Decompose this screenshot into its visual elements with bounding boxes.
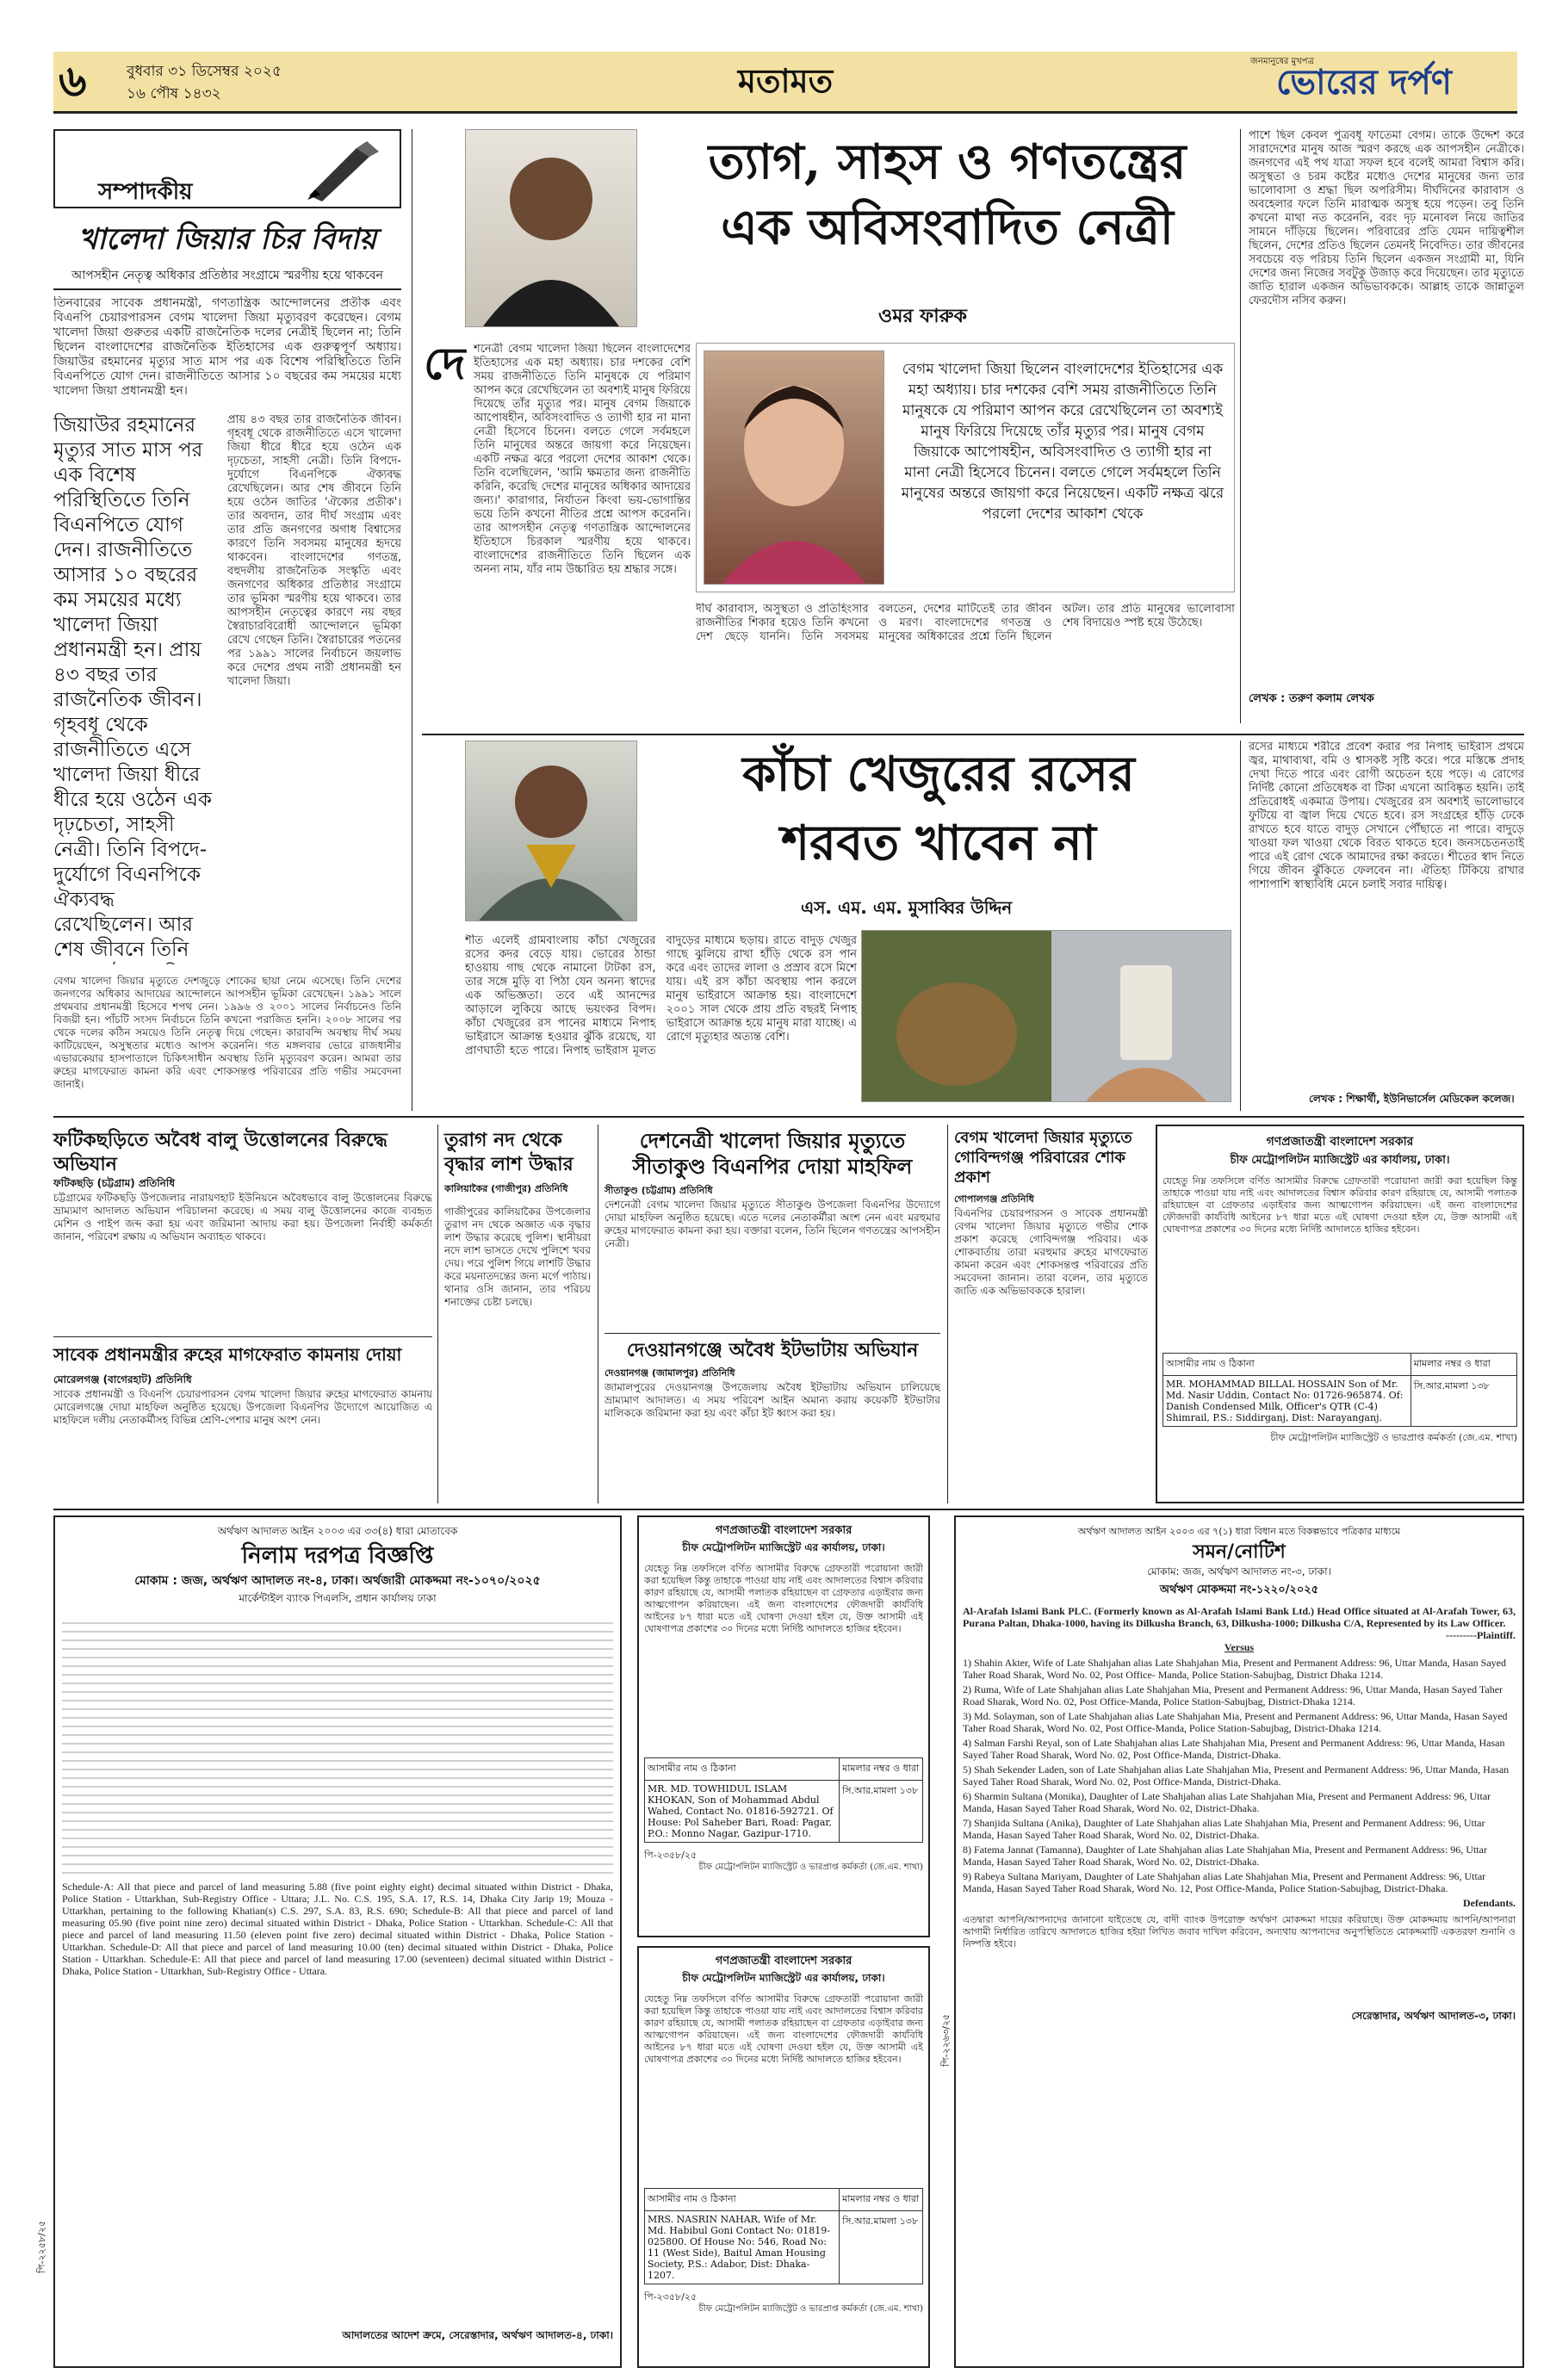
auction-title: নিলাম দরপত্র বিজ্ঞপ্তি bbox=[241, 1543, 434, 1569]
summons-notice bbox=[954, 1515, 1524, 2368]
divider bbox=[1240, 129, 1241, 723]
author-photo-musabbir bbox=[465, 741, 637, 921]
auction-pretitle: অর্থঋণ আদালত আইন ২০০৩ এর ৩৩(৪) ধারা মোতাবেক bbox=[217, 1525, 458, 1537]
editorial-pullquote: জিয়াউর রহমানের মৃত্যুর সাত মাস পর এক বিশেষ পরিস্থিতিতে তিনি বিএনপিতে যোগ দেন। রাজনীতিতে আসার ১০ বছরের কম সময়ের মধ্যে খালেদা জিয়া প্রধানমন্ত্রী হন। প্রায় ৪৩ বছর তার রাজনৈতিক জীবন। গৃহবধূ থেকে রাজনীতিতে এসে খালেদা জিয়া ধীরে ধীরে হয়ে ওঠেন এক দৃঢ়চেতা, সাহসী নেত্রী। তিনি বিপদে-দুর্যোগে বিএনপিকে ঐক্যবদ্ধ রেখেছিলেন। আর শেষ জীবনে তিনি bbox=[53, 414, 212, 961]
auction-bank: মার্কেন্টাইল ব্যাংক পিএলসি, প্রধান কার্যালয় ঢাকা bbox=[239, 1592, 437, 1604]
news3-byline: কালিয়াকৈর (গাজীপুর) প্রতিনিধি bbox=[444, 1183, 568, 1194]
list-item: 7) Shanjida Sultana (Anika), Daughter of Late Shahjahan alias Late Shahjahan Mia, Present and Permanent Address: 96, Uttar Manda, Hasan Sayed Taher Road Sharak, Word No. 02, District-Dhaka. bbox=[963, 1817, 1485, 1841]
table-header: আসামীর নাম ও ঠিকানা bbox=[645, 2189, 840, 2211]
list-item: 5) Shah Sekender Laden, son of Late Shahjahan alias Late Shahjahan Mia, Present and Permanent Address: 96, Uttar Manda, Hasan Sayed Taher Road Sharak, Word No. 02, Post Office-Manda, District-Dhaka. bbox=[963, 1763, 1510, 1788]
news2-title: সাবেক প্রধানমন্ত্রীর রুহের মাগফেরাত কামনায় দোয়া bbox=[53, 1344, 402, 1365]
news1-body: চট্টগ্রামের ফটিকছড়ি উপজেলার নারায়ণহাট ইউনিয়নে অবৈধভাবে বালু উত্তোলনের বিরুদ্ধে ভ্রাম্যমাণ আদালত অভিযান পরিচালনা করেছে। এ সময় বালু উত্তোলনের কাজে ব্যবহৃত মেশিন ও পাইপ জব্দ করা হয় এবং জরিমানা আদায় করা হয়। উপজেলা নির্বাহী কর্মকর্তা জানান, পরিবেশ রক্ষায় এ অভিযান অব্যাহত থাকবে। bbox=[53, 1192, 432, 1243]
list-item: 8) Fatema Jannat (Tamanna), Daughter of Late Shahjahan alias Late Shahjahan Mia, Present and Permanent Address: 96, Uttar Manda, Hasan Sayed Taher Road Sharak, Word No. 02, District-Dhaka. bbox=[963, 1844, 1487, 1868]
article1-body-2: দীর্ঘ কারাবাস, অসুস্থতা ও প্রতিহিংসার রাজনীতির শিকার হয়েও তিনি কখনো দেশ ছেড়ে যাননি। তিনি সবসময় বলতেন, দেশের মাটিতেই তার জীবন ও মরণ। বাংলাদেশের গণতন্ত্র ও মানুষের অধিকারের প্রশ্নে তিনি ছিলেন অটল। তার প্রতি মানুষের ভালোবাসা শেষ বিদায়েও স্পষ্ট হয়ে উঠেছে। bbox=[696, 603, 1235, 643]
gov-notice-2-body: যেহেতু নিম্ন তফসিলে বর্ণিত আসামীর বিরুদ্ধে গ্রেফতারী পরোয়ানা জারী করা হয়েছিল কিন্তু তাহাকে পাওয়া যায় নাই এবং আদালতের বিশ্বাস করিবার কারণ রহিয়াছে যে, আসামী পলাতক রহিয়াছেন বা গ্রেফতার এড়াইবার জন্য আত্মগোপন করিয়াছেন। এই জন্য বাংলাদেশের ফৌজদারী কার্যবিধি আইনের ৮৭ ধারা মতে এই ঘোষণা দেওয়া হইল যে, উক্ত আসামী এই ঘোষণাপত্র প্রকাশের ৩০ দিনের মধ্যে নির্দিষ্ট আদালতে হাজির হইবেন। bbox=[644, 1563, 923, 1634]
masthead-bar bbox=[53, 52, 1517, 114]
khaleda-zia-photo bbox=[704, 350, 884, 585]
news3-title: তুরাগ নদ থেকে বৃদ্ধার লাশ উদ্ধার bbox=[444, 1129, 574, 1175]
list-item: 6) Sharmin Sultana (Monika), Daughter of Late Shahjahan alias Late Shahjahan Mia, Present and Permanent Address: 96, Uttar Manda, Hasan Sayed Taher Road Sharak, Word No. 02, District-Dhaka. bbox=[963, 1790, 1491, 1814]
article1-author: ওমর ফারুক bbox=[878, 306, 967, 327]
article2-title-line2: শরবত খাবেন না bbox=[781, 815, 1096, 871]
divider bbox=[1240, 741, 1241, 1111]
divider bbox=[422, 734, 1524, 735]
news2-byline: মোরেলগঞ্জ (বাগেরহাট) প্রতিনিধি bbox=[53, 1373, 192, 1385]
article1-body: শনেত্রী বেগম খালেদা জিয়া ছিলেন বাংলাদেশের ইতিহাসের এক মহা অধ্যায়। চার দশকের বেশি সময় রাজনীতিতে তিনি মানুষকে যে পরিমাণ আপন করে রেখেছিলেন তা অবশ্যই মানুষ ফিরিয়ে দিয়েছে তাঁর মৃত্যুর পর। মানুষ বেগম জিয়াকে আপোষহীন, অবিসংবাদিত ও ত্যাগী হার না মানা নেত্রী হিসেবে চিনেন। বলতে গেলে সর্বমহলে তিনি মানুষের অন্তরে জায়গা করে নিয়েছেন। একটি নক্ষত্র ঝরে পরলো দেশের আকাশ থেকে। তিনি বলেছিলেন, 'আমি ক্ষমতার জন্য রাজনীতি করিনি, করেছি দেশের মানুষের অধিকার আদায়ের জন্য।' কারাগার, নির্যাতন কিংবা ভয়-ভোগান্তির ভয়ে তিনি কখনো নীতির প্রশ্নে আপস করেননি। তার আপসহীন নেতৃত্ব গণতান্ত্রিক আন্দোলনের ইতিহাসে চিরকাল স্মরণীয় হয়ে থাকবে। বাংলাদেশের রাজনীতিতে তিনি ছিলেন এক অনন্য নাম, যাঁর নাম উচ্চারিত হয় শ্রদ্ধার সঙ্গে। bbox=[474, 343, 691, 576]
news5-byline: দেওয়ানগঞ্জ (জামালপুর) প্রতিনিধি bbox=[604, 1367, 735, 1379]
gov-notice-1-body: যেহেতু নিম্ন তফসিলে বর্ণিত আসামীর বিরুদ্ধে গ্রেফতারী পরোয়ানা জারী করা হয়েছিল কিন্তু তাহাকে পাওয়া যায় নাই এবং আদালতের বিশ্বাস করিবার কারণ রহিয়াছে যে, আসামী পলাতক রহিয়াছেন বা গ্রেফতার এড়াইবার জন্য আত্মগোপন করিয়াছেন। এই জন্য বাংলাদেশের ফৌজদারী কার্যবিধি আইনের ৮৭ ধারা মতে এই ঘোষণা দেওয়া হইল যে, উক্ত আসামী এই ঘোষণাপত্র প্রকাশের ৩০ দিনের মধ্যে নির্দিষ্ট আদালতে হাজির হইবেন। bbox=[1162, 1175, 1517, 1235]
table-row bbox=[1163, 1376, 1517, 1427]
table-header: মামলার নম্বর ও ধারা bbox=[840, 2189, 923, 2211]
divider bbox=[53, 1509, 1524, 1510]
gov-notice-1 bbox=[1156, 1125, 1524, 1503]
table-row bbox=[645, 2211, 923, 2284]
summons-body: এতদ্বারা আপনি/আপনাদের জানানো যাইতেছে যে, বাদী ব্যাংক উপরোক্ত অর্থঋণ মোকদ্দমা দায়ের করিয়াছে। উক্ত মোকদ্দমায় আপনি/আপনারা আগামী নির্ধারিত তারিখে আদালতে হাজির হইয়া লিখিত জবাব দাখিল করিবেন, অন্যথায় আপনাদের অনুপস্থিতিতে মোকদ্দমাটি একতরফা শুনানি ও নিষ্পত্তি হইবে। bbox=[963, 1914, 1516, 1949]
article1-footer: লেখক : তরুণ কলাম লেখক bbox=[1249, 692, 1374, 705]
margin-code-left: পি-২২৫৮/২৫ bbox=[36, 2220, 47, 2273]
list-item: 4) Salman Farshi Reyal, son of Late Shahjahan alias Late Shahjahan Mia, Present and Permanent Address: 96, Uttar Manda, Hasan Sayed Taher Road Sharak, Word No. 02, Post Office-Manda, District-Dhaka. bbox=[963, 1737, 1505, 1761]
summons-title: সমন/নোটিশ bbox=[1193, 1541, 1286, 1563]
auction-subtitle: মোকাম : জজ, অর্থঋণ আদালত নং-৪, ঢাকা। অর্থজারী মোকদ্দমা নং-১০৭০/২০২৫ bbox=[134, 1574, 541, 1588]
editorial-para-3: বেগম খালেদা জিয়ার মৃত্যুতে দেশজুড়ে শোকের ছায়া নেমে এসেছে। তিনি দেশের জনগণের অধিকার আদায়ের আন্দোলনে আপসহীন ভূমিকা রেখেছেন। ১৯৯১ সালে প্রথমবার প্রধানমন্ত্রী হিসেবে শপথ নেন। ১৯৯৬ ও ২০০১ সালের নির্বাচনেও তিনি বিজয়ী হন। পাঁচটি সংসদ নির্বাচনে তিনি কখনো পরাজিত হননি। ২০০৮ সালের পর থেকে দলের কঠিন সময়েও তিনি নেতৃত্ব দিয়ে গেছেন। কারাবন্দি অবস্থায় দীর্ঘ সময় কাটিয়েছেন, অসুস্থতার মধ্যেও আপস করেননি। গত মঙ্গলবার ভোরে রাজধানীর এভারকেয়ার হাসপাতালে চিকিৎসাধীন অবস্থায় তিনি মৃত্যুবরণ করেন। আমরা তার রুহের মাগফেরাত কামনা করি এবং শোকসন্তপ্ত পরিবারের প্রতি গভীর সমবেদনা জানাই। bbox=[53, 975, 401, 1090]
article1-quote: বেগম খালেদা জিয়া ছিলেন বাংলাদেশের ইতিহাসের এক মহা অধ্যায়। চার দশকের বেশি সময় রাজনীতিতে তিনি মানুষকে যে পরিমাণ আপন করে রেখেছিলেন তা অবশ্যই মানুষ ফিরিয়ে দিয়েছে তাঁর মৃত্যুর পর। মানুষ বেগম জিয়াকে আপোষহীন, অবিসংবাদিত ও ত্যাগী হার না মানা নেত্রী হিসেবে চিনেন। বলতে গেলে সর্বমহলে তিনি মানুষের অন্তরে জায়গা করে নিয়েছেন। একটি নক্ষত্র ঝরে পরলো দেশের আকাশ থেকে bbox=[901, 361, 1224, 523]
text-block bbox=[62, 1615, 613, 1874]
newspaper-logo: ভোরের দর্পণ bbox=[1276, 62, 1452, 102]
auction-schedule-table bbox=[62, 1615, 613, 1874]
table-header: আসামীর নাম ও ঠিকানা bbox=[645, 1758, 840, 1781]
gov-notice-2-header: গণপ্রজাতন্ত্রী বাংলাদেশ সরকার bbox=[715, 1524, 852, 1537]
editorial-para-1: তিনবারের সাবেক প্রধানমন্ত্রী, গণতান্ত্রিক আন্দোলনের প্রতীক এবং বিএনপি চেয়ারপারসন বেগম খালেদা জিয়া মৃত্যুবরণ করেছেন। বেগম খালেদা জিয়া গুরুতর একটি রাজনৈতিক দলের নেত্রীই ছিলেন না; তিনি ছিলেন বাংলাদেশের রাজনৈতিক ইতিহাসের এক গুরুত্বপূর্ণ অধ্যায়। জিয়াউর রহমানের মৃত্যুর সাত মাস পর এক বিশেষ পরিস্থিতিতে তিনি বিএনপিতে যোগ দেন। রাজনীতিতে আসার ১০ বছরের কম সময়ের মধ্যে খালেদা জিয়া প্রধানমন্ত্রী হন। bbox=[53, 296, 401, 398]
editorial-para-2: প্রায় ৪৩ বছর তার রাজনৈতিক জীবন। গৃহবধূ থেকে রাজনীতিতে এসে খালেদা জিয়া ধীরে ধীরে হয়ে ওঠেন এক দৃঢ়চেতা, সাহসী নেত্রী। তিনি বিপদে-দুর্যোগে বিএনপিকে ঐক্যবদ্ধ রেখেছিলেন। আর শেষ জীবনে তিনি হয়ে ওঠেন জাতির 'ঐক্যের প্রতীক'। তার অবদান, তার দীর্ঘ সংগ্রাম এবং তার প্রতি জনগণের অগাধ বিশ্বাসের কারণে তিনি সবসময় মানুষের হৃদয়ে থাকবেন। বাংলাদেশের গণতন্ত্র, বহুদলীয় রাজনৈতিক সংস্কৃতি এবং জনগণের অধিকার প্রতিষ্ঠার সংগ্রামে তার ভূমিকা স্মরণীয় হয়ে থাকবে। তার আপসহীন নেতৃত্বের কারণে নয় বছর স্বৈরাচারবিরোধী আন্দোলনে ভূমিকা রেখে গেছেন তিনি। স্বৈরাচারের পতনের পর ১৯৯১ সালের নির্বাচনে জয়লাভ করে দেশের প্রথম নারী প্রধানমন্ত্রী হন খালেদা জিয়া। bbox=[227, 413, 401, 688]
divider bbox=[53, 1116, 1524, 1118]
case-number: সি.আর.মামলা ১৩৮ bbox=[1410, 1376, 1516, 1427]
list-item: 1) Shahin Akter, Wife of Late Shahjahan alias Late Shahjahan Mia, Present and Permanent Address: 96, Uttar Manda, Hasan Sayed Taher Road Sharak, Word No. 02, Post Office- Manda, Police Station-Sabujbag, District Dhaka 1214. bbox=[963, 1657, 1506, 1681]
article2-footer: লেখক : শিক্ষার্থী, ইউনিভার্সেল মেডিকেল কলেজ। bbox=[1309, 1093, 1515, 1105]
gov-notice-3-sign: চীফ মেট্রোপলিটন ম্যাজিস্ট্রেট ও ভারপ্রাপ্ত কর্মকর্তা (জে.এম. শাখা) bbox=[698, 2304, 923, 2314]
article2-right-column: রসের মাধ্যমে শরীরে প্রবেশ করার পর নিপাহ ভাইরাস প্রথমে জ্বর, মাথাব্যথা, বমি ও শ্বাসকষ্ট সৃষ্টি করে। পরে মস্তিষ্কে প্রদাহ দেখা দিতে পারে এবং রোগী অচেতন হয়ে পড়ে। এ রোগের নির্দিষ্ট কোনো প্রতিষেধক বা টিকা এখনো আবিষ্কৃত হয়নি। তাই প্রতিরোধই একমাত্র উপায়। খেজুরের রস অবশ্যই ভালোভাবে ফুটিয়ে বা জ্বাল দিয়ে খেতে হবে। রস সংগ্রহের হাঁড়ি ঢেকে রাখতে হবে যাতে বাদুড় সেখানে পৌঁছাতে না পারে। বাদুড়ে খাওয়া ফল খাওয়া থেকে বিরত থাকতে হবে। জনসচেতনতাই পারে এই রোগ থেকে আমাদের রক্ষা করতে। শীতের স্বাদ নিতে গিয়ে জীবন ঝুঁকিতে ফেলবেন না। ঐতিহ্য টিকিয়ে রাখার পাশাপাশি স্বাস্থ্যবিধি মেনে চলাই সবার দায়িত্ব। bbox=[1249, 741, 1524, 891]
news4-title: দেশনেত্রী খালেদা জিয়ার মৃত্যুতে সীতাকুণ্ড বিএনপির দোয়া মাহফিল bbox=[632, 1128, 913, 1179]
article1-drop-cap: দে bbox=[424, 338, 466, 390]
news1-title: ফটিকছড়িতে অবৈধ বালু উত্তোলনের বিরুদ্ধে অভিযান bbox=[53, 1129, 388, 1175]
table-header: আসামীর নাম ও ঠিকানা bbox=[1163, 1354, 1411, 1376]
list-item: 2) Ruma, Wife of Late Shahjahan alias Late Shahjahan Mia, Present and Permanent Address: 96, Uttar Manda, Hasan Sayed Taher Road Sharak, Word No. 02, Post Office-Manda, Police Station-Sabujbag, District-Dhaka 1214. bbox=[963, 1683, 1504, 1708]
editorial-label bbox=[53, 129, 401, 208]
article1-right-column: পাশে ছিল কেবল পুত্রবধূ ফাতেমা বেগম। তাকে উদ্দেশ করে সারাদেশের মানুষ আজ স্মরণ করছে এক আপসহীন নেত্রীকে। জনগণের এই পথ যাত্রা সফল হবে বলেই আমরা বিশ্বাস করি। অসুস্থতা ও চরম কষ্টের মধ্যেও দেশের মানুষের জন্য তার ভালোবাসা ও শ্রদ্ধা ছিল অপরিসীম। দীর্ঘদিনের কারাবাস ও অবহেলার ফলে তিনি মারাত্মক অসুস্থ হয়ে পড়েন। তবু তিনি কখনো মাথা নত করেননি, বরং দৃঢ় মনোবল নিয়ে জাতির সামনে দাঁড়িয়ে ছিলেন। পরিবারের প্রতি যেমন দায়িত্বশীল ছিলেন, দেশের প্রতিও ছিলেন তেমনই নিবেদিত। তার জীবনের সবচেয়ে বড় পরিচয় তিনি ছিলেন একজন সংগ্রামী মা, যিনি দেশের জন্য নিজের সবটুকু উজাড় করে দিয়েছেন। তার মৃত্যুতে জাতি হারাল একজন অভিভাবককে। আল্লাহ তাকে জান্নাতুল ফেরদৌস নসিব করুন। bbox=[1249, 129, 1524, 307]
gov-notice-2-court: চীফ মেট্রোপলিটন ম্যাজিস্ট্রেট এর কার্যালয়, ঢাকা। bbox=[682, 1541, 885, 1553]
article1-quote-box bbox=[696, 343, 1235, 592]
news5-body: জামালপুরের দেওয়ানগঞ্জ উপজেলায় অবৈধ ইটভাটায় অভিযান চালিয়েছে ভ্রাম্যমাণ আদালত। এ সময় পরিবেশ আইন অমান্য করায় কয়েকটি ইটভাটার মালিককে জরিমানা করা হয় এবং কাঁচা ইট ধ্বংস করা হয়। bbox=[604, 1381, 940, 1419]
news6-byline: গোপালগঞ্জ প্রতিনিধি bbox=[954, 1193, 1034, 1205]
summons-plaintiff: Al-Arafah Islami Bank PLC. (Formerly known as Al-Arafah Islami Bank Ltd.) Head Office situated at Al-Arafah Tower, 63, Purana Paltan, Dhaka-1000, having its Dilkusha Branch, 63, Dilkusha-1000; Dilkusha C/A, Represented by its Law Officer. bbox=[963, 1605, 1516, 1629]
gov-notice-3-court: চীফ মেট্রোপলিটন ম্যাজিস্ট্রেট এর কার্যালয়, ঢাকা। bbox=[682, 1972, 885, 1984]
divider bbox=[604, 1333, 940, 1334]
summons-court: মোকাম: জজ, অর্থঋণ আদালত নং-৩, ঢাকা। bbox=[1147, 1565, 1331, 1577]
date-line-2: ১৬ পৌষ ১৪৩২ bbox=[127, 85, 221, 102]
editorial-label-text: সম্পাদকীয় bbox=[98, 179, 193, 205]
gov-notice-1-court: চীফ মেট্রোপলিটন ম্যাজিস্ট্রেট এর কার্যালয়, ঢাকা। bbox=[1230, 1154, 1450, 1167]
news6-title: বেগম খালেদা জিয়ার মৃত্যুতে গোবিন্দগঞ্জ পরিবারের শোক প্রকাশ bbox=[954, 1129, 1132, 1187]
gov-notice-2 bbox=[637, 1515, 930, 1937]
divider bbox=[53, 1336, 432, 1337]
gov-notice-3-ref: পি-২৩৫৮/২৫ bbox=[644, 2291, 698, 2303]
defendants-list bbox=[963, 1657, 1516, 1894]
versus-label: Versus bbox=[1224, 1641, 1255, 1653]
article2-author: এস. এম. এম. মুসাব্বির উদ্দিন bbox=[801, 897, 1013, 918]
gov-notice-1-sign: চীফ মেট্রোপলিটন ম্যাজিস্ট্রেট ও ভারপ্রাপ্ত কর্মকর্তা (জে.এম. শাখা) bbox=[1270, 1432, 1517, 1443]
gov-notice-2-table bbox=[644, 1757, 923, 1843]
divider bbox=[53, 288, 401, 290]
accused-info: MR. MOHAMMAD BILLAL HOSSAIN Son of Mr. Md. Nasir Uddin, Contact No: 01726-965874. Of: Danish Condensed Milk, Officer's QTR (C-4) Shimrail, P.S.: Siddirganj, Dist: Narayanganj. bbox=[1163, 1376, 1411, 1427]
gov-notice-3-header: গণপ্রজাতন্ত্রী বাংলাদেশ সরকার bbox=[715, 1955, 852, 1968]
gov-notice-2-sign: চীফ মেট্রোপলিটন ম্যাজিস্ট্রেট ও ভারপ্রাপ্ত কর্মকর্তা (জে.এম. শাখা) bbox=[698, 1862, 923, 1872]
gov-notice-1-header: গণপ্রজাতন্ত্রী বাংলাদেশ সরকার bbox=[1266, 1135, 1414, 1149]
author-photo-omar bbox=[465, 129, 637, 327]
table-row bbox=[645, 1781, 923, 1843]
news5-title: দেওয়ানগঞ্জে অবৈধ ইটভাটায় অভিযান bbox=[626, 1339, 919, 1361]
column-rule bbox=[947, 1125, 948, 1503]
gov-notice-1-table bbox=[1162, 1353, 1517, 1427]
auction-notice bbox=[53, 1515, 622, 2368]
editorial-title: খালেদা জিয়ার চির বিদায় bbox=[78, 222, 377, 257]
auction-footer: আদালতের আদেশ ক্রমে, সেরেস্তাদার, অর্থঋণ আদালত-৪, ঢাকা। bbox=[342, 2329, 613, 2341]
article2-title-line1: কাঁচা খেজুরের রসের bbox=[742, 746, 1135, 803]
case-number: সি.আর.মামলা ১৩৮ bbox=[840, 1781, 923, 1843]
date-palm-photo bbox=[861, 930, 1231, 1102]
margin-code-middle: পি-২২৬৩/২৫ bbox=[940, 2013, 952, 2067]
section-title: মতামত bbox=[737, 61, 834, 100]
summons-footer: সেরেস্তাদার, অর্থঋণ আদালত-৩, ঢাকা। bbox=[1351, 2010, 1516, 2022]
gov-notice-3 bbox=[637, 1946, 930, 2368]
news4-body: দেশনেত্রী বেগম খালেদা জিয়ার মৃত্যুতে সীতাকুণ্ড উপজেলা বিএনপির উদ্যোগে দোয়া মাহফিল অনুষ্ঠিত হয়েছে। এতে দলের নেতাকর্মীরা অংশ নেন এবং মরহুমার রুহের মাগফেরাত কামনা করা হয়। বক্তারা বলেন, তিনি ছিলেন গণতন্ত্রের আপসহীন নেত্রী। bbox=[604, 1199, 940, 1249]
table-header: মামলার নম্বর ও ধারা bbox=[1410, 1354, 1516, 1376]
plaintiff-label: ---------Plaintiff. bbox=[1446, 1629, 1516, 1641]
gov-notice-3-body: যেহেতু নিম্ন তফসিলে বর্ণিত আসামীর বিরুদ্ধে গ্রেফতারী পরোয়ানা জারী করা হয়েছিল কিন্তু তাহাকে পাওয়া যায় নাই এবং আদালতের বিশ্বাস করিবার কারণ রহিয়াছে যে, আসামী পলাতক রহিয়াছেন বা গ্রেফতার এড়াইবার জন্য আত্মগোপন করিয়াছেন। এই জন্য বাংলাদেশের ফৌজদারী কার্যবিধি আইনের ৮৭ ধারা মতে এই ঘোষণা দেওয়া হইল যে, উক্ত আসামী এই ঘোষণাপত্র প্রকাশের ৩০ দিনের মধ্যে নির্দিষ্ট আদালতে হাজির হইবেন। bbox=[644, 1993, 923, 2065]
summons-case: অর্থঋণ মোকদ্দমা নং-১২২০/২০২৫ bbox=[1159, 1584, 1319, 1596]
auction-body: Schedule-A: All that piece and parcel of land measuring 5.88 (five point eighty eight) decimal situated within District - Dhaka, Police Station - Uttarkhan, Sub-Registry Office - Uttara; J.L. No. C.S. 195, S.A. 17, R.S. 14, Dhaka City Jarip 19; Mouza - Uttarkhan, pertaining to the following Khatian(s) C.S. 297, S.A. 83, R.S. 690; Schedule-B: All that piece and parcel of land measuring 05.90 (five point nine zero) decimal situated within District - Dhaka, Police Station - Uttarkhan. Schedule-C: All that piece and parcel of land measuring 11.50 (eleven point five zero) decimal situated within District - Dhaka, Police Station - Uttarkhan. Schedule-D: All that piece and parcel of land measuring 10.00 (ten) decimal situated within District - Dhaka, Police Station - Uttarkhan. Schedule-E: All that piece and parcel of land measuring 17.00 (seventeen) decimal situated within District - Dhaka, Police Station - Uttarkhan, Sub-Registry Office - Uttara. bbox=[62, 1881, 613, 1977]
logo-tagline: জনমানুষের মুখপত্র bbox=[1250, 57, 1314, 66]
list-item: 3) Md. Solayman, son of Late Shahjahan alias Late Shahjahan Mia, Present and Permanent Address: 96, Uttar Manda, Hasan Sayed Taher Road Sharak, Word No. 02, Post Office-Manda, Police Station-Sabujbag, District-Dhaka 1214. bbox=[963, 1710, 1508, 1734]
accused-info: MRS. NASRIN NAHAR, Wife of Mr. Md. Habibul Goni Contact No: 01819-025800. Of House No: 546, Road No: 11 (West Side), Baitul Aman Housing Society, P.S.: Adabor, Dist: Dhaka-1207. bbox=[645, 2211, 840, 2284]
accused-info: MR. MD. TOWHIDUL ISLAM KHOKAN, Son of Mohammad Abdul Wahed, Contact No. 01816-592721. Of House: Pol Saheber Bari, Road: Pagar, P.O.: Monno Nagar, Gazipur-1710. bbox=[645, 1781, 840, 1843]
list-item: 9) Rabeya Sultana Mariyam, Daughter of Late Shahjahan alias Late Shahjahan Mia, Present and Permanent Address: 96, Uttar Manda, Hasan Sayed Taher Road Sharak, Word No. 12, Post Office-Manda, Police Station-Sabujbag, District-Dhaka. bbox=[963, 1870, 1486, 1894]
gov-notice-3-table bbox=[644, 2188, 923, 2284]
article1-title-line2: এক অবিসংবাদিত নেত্রী bbox=[721, 199, 1174, 256]
page-number: ৬ bbox=[59, 55, 87, 106]
editorial-subtitle: আপসহীন নেতৃত্ব অধিকার প্রতিষ্ঠার সংগ্রামে স্মরণীয় হয়ে থাকবেন bbox=[71, 269, 384, 282]
article1-title-line1: ত্যাগ, সাহস ও গণতন্ত্রের bbox=[708, 133, 1187, 190]
news6-body: বিএনপির চেয়ারপারসন ও সাবেক প্রধানমন্ত্রী বেগম খালেদা জিয়ার মৃত্যুতে গভীর শোক প্রকাশ করেছে গোবিন্দগঞ্জ পরিবার। এক শোকবার্তায় তারা মরহুমার রুহের মাগফেরাত কামনা করেন এবং শোকসন্তপ্ত পরিবারের প্রতি সমবেদনা জানান। তারা বলেন, তার মৃত্যুতে জাতি এক অভিভাবককে হারাল। bbox=[954, 1207, 1148, 1297]
date-line-1: বুধবার ৩১ ডিসেম্বর ২০২৫ bbox=[127, 63, 282, 80]
news2-body: সাবেক প্রধানমন্ত্রী ও বিএনপি চেয়ারপারসন বেগম খালেদা জিয়ার রুহের মাগফেরাত কামনায় মোরেলগঞ্জে দোয়া মাহফিল অনুষ্ঠিত হয়েছে। উপজেলা বিএনপির উদ্যোগে আয়োজিত এ মাহফিলে দলীয় নেতাকর্মীসহ বিভিন্ন শ্রেণি-পেশার মানুষ অংশ নেন। bbox=[53, 1388, 432, 1426]
table-header: মামলার নম্বর ও ধারা bbox=[840, 1758, 923, 1781]
news3-body: গাজীপুরের কালিয়াকৈর উপজেলার তুরাগ নদ থেকে অজ্ঞাত এক বৃদ্ধার লাশ উদ্ধার করেছে পুলিশ। স্থানীয়রা নদে লাশ ভাসতে দেখে পুলিশে খবর দেয়। পরে পুলিশ গিয়ে লাশটি উদ্ধার করে ময়নাতদন্তের জন্য মর্গে পাঠায়। থানার ওসি জানান, তার পরিচয় শনাক্তের চেষ্টা চলছে। bbox=[444, 1205, 591, 1308]
editorial-section bbox=[53, 129, 401, 1111]
article2-body: শীত এলেই গ্রামবাংলায় কাঁচা খেজুরের রসের কদর বেড়ে যায়। ভোরের ঠান্ডা হাওয়ায় গাছ থেকে নামানো টাটকা রস, তার সঙ্গে মুড়ি বা পিঠা যেন অনন্য স্বাদের এক অভিজ্ঞতা। তবে এই আনন্দের আড়ালে লুকিয়ে আছে ভয়ংকর বিপদ। কাঁচা খেজুরের রস পানের মাধ্যমে নিপাহ ভাইরাসে আক্রান্ত হওয়ার ঝুঁকি রয়েছে, যা প্রাণঘাতী হতে পারে। নিপাহ ভাইরাস মূলত বাদুড়ের মাধ্যমে ছড়ায়। রাতে বাদুড় খেজুর গাছে ঝুলিয়ে রাখা হাঁড়ি থেকে রস পান করে এবং তাদের লালা ও প্রস্রাব রসে মিশে যায়। এই রস কাঁচা অবস্থায় পান করলে মানুষ ভাইরাসে আক্রান্ত হয়। বাংলাদেশে ২০০১ সাল থেকে প্রায় প্রতি বছরই নিপাহ ভাইরাসে আক্রান্ত হয়ে মানুষ মারা যাচ্ছে। এ রোগে মৃত্যুহার অত্যন্ত বেশি। bbox=[465, 934, 857, 1057]
summons-pretitle: অর্থঋণ আদালত আইন ২০০৩ এর ৭(১) ধারা বিধান মতে বিকল্পভাবে পত্রিকার মাধ্যমে bbox=[1077, 1526, 1401, 1537]
news4-byline: সীতাকুণ্ড (চট্টগ্রাম) প্রতিনিধি bbox=[604, 1185, 713, 1196]
news1-byline: ফটিকছড়ি (চট্টগ্রাম) প্রতিনিধি bbox=[53, 1177, 176, 1189]
gov-notice-2-ref: পি-২৩৫৮/২৫ bbox=[644, 1850, 698, 1861]
column-rule bbox=[437, 1125, 438, 1503]
pen-icon bbox=[305, 139, 382, 205]
case-number: সি.আর.মামলা ১৩৮ bbox=[840, 2211, 923, 2284]
defendants-label: Defendants. bbox=[1462, 1897, 1516, 1909]
